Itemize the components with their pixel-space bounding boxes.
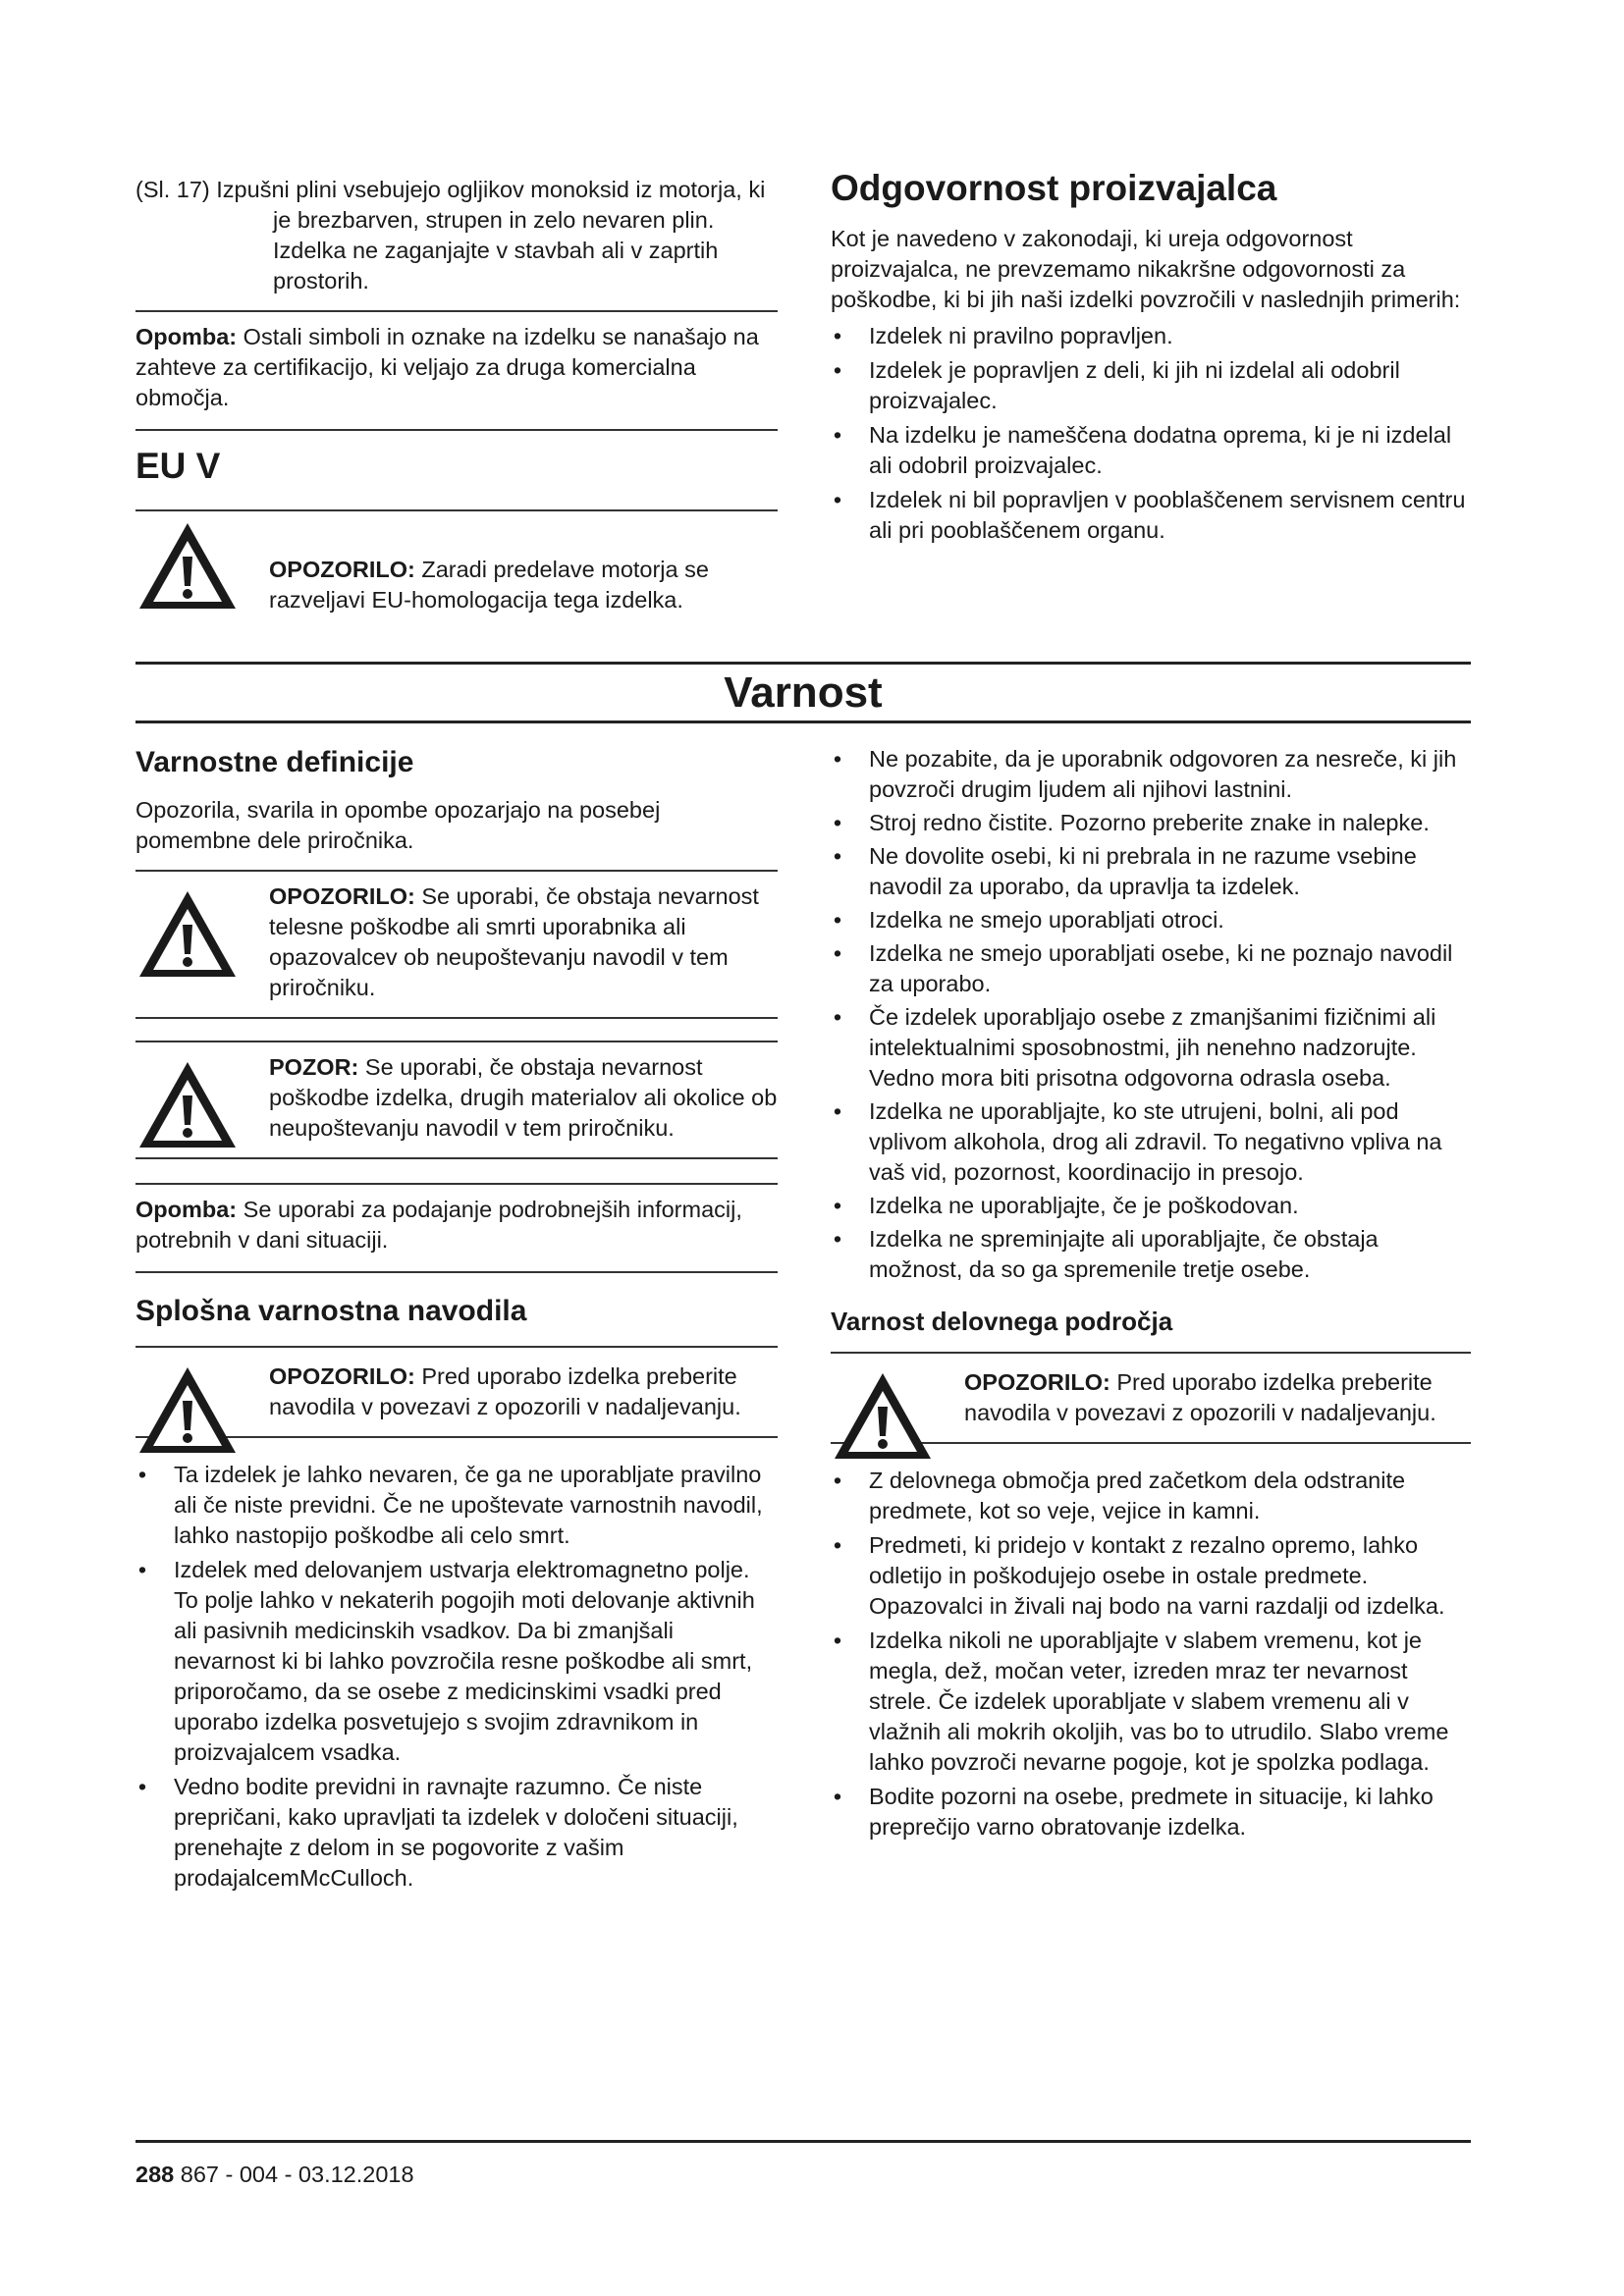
divider: [135, 509, 778, 511]
list-item: • Izdelek je popravljen z deli, ki jih ni izdelal ali odobril proizvajalec.: [833, 357, 1400, 413]
list-item: • Bodite pozorni na osebe, predmete in situacije, ki lahko preprečijo varno obratovanje izdelka.: [833, 1784, 1434, 1840]
definition-caution-label: POZOR:: [269, 1054, 359, 1080]
page-number: 288: [135, 2162, 175, 2187]
note-label: Opomba:: [135, 324, 238, 349]
divider: [135, 1271, 778, 1273]
definition-note-text: Se uporabi za podajanje podrobnejših informacij, potrebnih v dani situaciji.: [135, 1197, 742, 1253]
work-area-list: [831, 1466, 1471, 1842]
definitions-heading: Varnostne definicije: [135, 746, 414, 778]
warning-triangle-icon: [135, 887, 240, 982]
work-area-heading: Varnost delovnega področja: [831, 1307, 1173, 1336]
list-item: • Izdelek ni pravilno popravljen.: [833, 323, 1173, 348]
eu-heading: EU V: [135, 446, 221, 486]
list-item: • Stroj redno čistite. Pozorno preberite znake in nalepke.: [833, 810, 1430, 835]
eu-warning-label: OPOZORILO:: [269, 557, 415, 582]
general-warning-label: OPOZORILO:: [269, 1363, 415, 1389]
general-list: [135, 1460, 778, 1894]
list-item: • Izdelka ne smejo uporabljati osebe, ki ne poznajo navodil za uporabo.: [833, 940, 1453, 996]
definition-note: [135, 1195, 778, 1255]
list-item: • Predmeti, ki pridejo v kontakt z rezalno opremo, lahko odletijo in poškodujejo osebe in ostale predmete. Opazovalci in živali naj bodo na varni razdalji od izdelka.: [833, 1532, 1445, 1619]
list-item: • Na izdelku je nameščena dodatna oprema, ki je ni izdelal ali odobril proizvajalec.: [833, 422, 1452, 478]
liability-intro: Kot je navedeno v zakonodaji, ki ureja odgovornost proizvajalca, ne prevzemamo nikakršne odgovornosti za poškodbe, ki bi jih naši izdelki povzročili v naslednjih primerih:: [831, 226, 1461, 312]
doc-id: 867 - 004 - 03.12.2018: [174, 2162, 414, 2187]
footer: [135, 2162, 414, 2188]
divider: [135, 1157, 778, 1159]
divider: [135, 1183, 778, 1185]
definitions-intro: Opozorila, svarila in opombe opozarjajo na posebej pomembne dele priročnika.: [135, 797, 661, 853]
work-area-warning: [831, 1367, 1471, 1428]
warning-triangle-icon: [135, 1363, 240, 1458]
safety-list: [831, 744, 1471, 1285]
divider: [135, 1041, 778, 1042]
definition-warning-text: Se uporabi, če obstaja nevarnost telesne poškodbe ali smrti uporabnika ali opazovalcev ob neupoštevanju navodil v tem priročniku.: [269, 883, 759, 1000]
list-item: • Izdelka ne spreminjajte ali uporabljajte, če obstaja možnost, da so ga spremenile tretje osebe.: [833, 1226, 1379, 1282]
warning-triangle-icon: [135, 519, 240, 614]
definition-warning: [135, 881, 778, 1003]
divider: [135, 310, 778, 312]
right-bottom-block: [831, 744, 1471, 1842]
divider: [135, 1017, 778, 1019]
list-item: • Izdelka nikoli ne uporabljajte v slabem vremenu, kot je megla, dež, močan veter, izreden mraz ter nevarnost strele. Če izdelek uporabljate v slabem vremenu ali v vlažnih ali mokrih okoljih, vas bo to utrudilo. Slabo vreme lahko povzroči nevarne pogoje, kot je spolzka podlaga.: [833, 1628, 1449, 1775]
note-text: Ostali simboli in oznake na izdelku se nanašajo na zahteve za certifikacijo, ki veljajo za druga komercialna območja.: [135, 324, 759, 410]
list-item: • Ta izdelek je lahko nevaren, če ga ne uporabljate pravilno ali če niste previdni. Če ne upoštevate varnostnih navodil, lahko nastopijo poškodbe ali celo smrt.: [137, 1462, 763, 1548]
list-item: • Ne pozabite, da je uporabnik odgovoren za nesreče, ki jih povzroči drugim ljudem ali njihovi lastnini.: [833, 746, 1457, 802]
note-paragraph: [135, 322, 778, 413]
divider: [135, 870, 778, 872]
divider: [831, 1352, 1471, 1354]
section-rule-bottom: [135, 721, 1471, 723]
list-item: • Vedno bodite previdni in ravnajte razumno. Če niste prepričani, kako upravljati ta izdelek v določeni situaciji, prenehajte z delom in se pogovorite z vašim prodajalcemMcCulloch.: [137, 1774, 738, 1891]
liability-list: [831, 321, 1471, 546]
work-area-warning-label: OPOZORILO:: [964, 1369, 1110, 1395]
list-item: • Z delovnega območja pred začetkom dela odstranite predmete, kot so veje, vejice in kamni.: [833, 1468, 1406, 1523]
footer-rule: [135, 2140, 1471, 2143]
definition-warning-label: OPOZORILO:: [269, 883, 415, 909]
fig-ref-text: (Sl. 17) Izpušni plini vsebujejo ogljikov monoksid iz motorja, ki je brezbarven, strupen in zelo nevaren plin. Izdelka ne zaganjajte v stavbah ali v zaprtih prostorih.: [135, 177, 766, 294]
definition-caution-text: Se uporabi, če obstaja nevarnost poškodbe izdelka, drugih materialov ali okolice ob neupoštevanju navodil v tem priročniku.: [269, 1054, 778, 1141]
definition-note-label: Opomba:: [135, 1197, 238, 1222]
general-heading: Splošna varnostna navodila: [135, 1295, 527, 1327]
section-title: Varnost: [724, 668, 883, 717]
general-warning-text: Pred uporabo izdelka preberite navodila v povezavi z opozorili v nadaljevanju.: [269, 1363, 741, 1419]
warning-triangle-icon: [135, 1058, 240, 1152]
work-area-warning-text: Pred uporabo izdelka preberite navodila v povezavi z opozorili v nadaljevanju.: [964, 1369, 1436, 1425]
eu-warning-text: Zaradi predelave motorja se razveljavi EU-homologacija tega izdelka.: [269, 557, 709, 613]
list-item: • Če izdelek uporabljajo osebe z zmanjšanimi fizičnimi ali intelektualnimi sposobnostmi, jih nenehno nadzorujte. Vedno mora biti prisotna odgovorna odrasla oseba.: [833, 1004, 1436, 1091]
list-item: • Izdelek med delovanjem ustvarja elektromagnetno polje. To polje lahko v nekaterih pogojih moti delovanje aktivnih ali pasivnih medicinskih vsadkov. Da bi zmanjšali nevarnost ki bi lahko povzročila resne poškodbe ali smrt, priporočamo, da se osebe z medicinskimi vsadki pred uporabo izdelka posvetujejo s svojim zdravnikom in proizvajalcem vsadka.: [137, 1557, 755, 1765]
right-top-block: [831, 167, 1471, 546]
warning-triangle-icon: [831, 1369, 935, 1464]
divider: [135, 429, 778, 431]
left-bottom-block: [135, 744, 778, 1894]
eu-warning: [135, 519, 778, 617]
list-item: • Izdelka ne uporabljajte, če je poškodovan.: [833, 1193, 1299, 1218]
left-top-block: [135, 175, 778, 617]
general-warning: [135, 1362, 778, 1422]
list-item: • Izdelka ne smejo uporabljati otroci.: [833, 907, 1224, 933]
divider: [135, 1346, 778, 1348]
definition-caution: [135, 1052, 778, 1144]
list-item: • Izdelka ne uporabljajte, ko ste utrujeni, bolni, ali pod vplivom alkohola, drog ali zdravil. To negativno vpliva na vaš vid, pozornost, koordinacijo in presojo.: [833, 1098, 1442, 1185]
liability-heading: Odgovornost proizvajalca: [831, 168, 1277, 208]
list-item: • Ne dovolite osebi, ki ni prebrala in ne razume vsebine navodil za uporabo, da upravlja ta izdelek.: [833, 843, 1417, 899]
list-item: • Izdelek ni bil popravljen v pooblaščenem servisnem centru ali pri pooblaščenem organu.: [833, 487, 1466, 543]
